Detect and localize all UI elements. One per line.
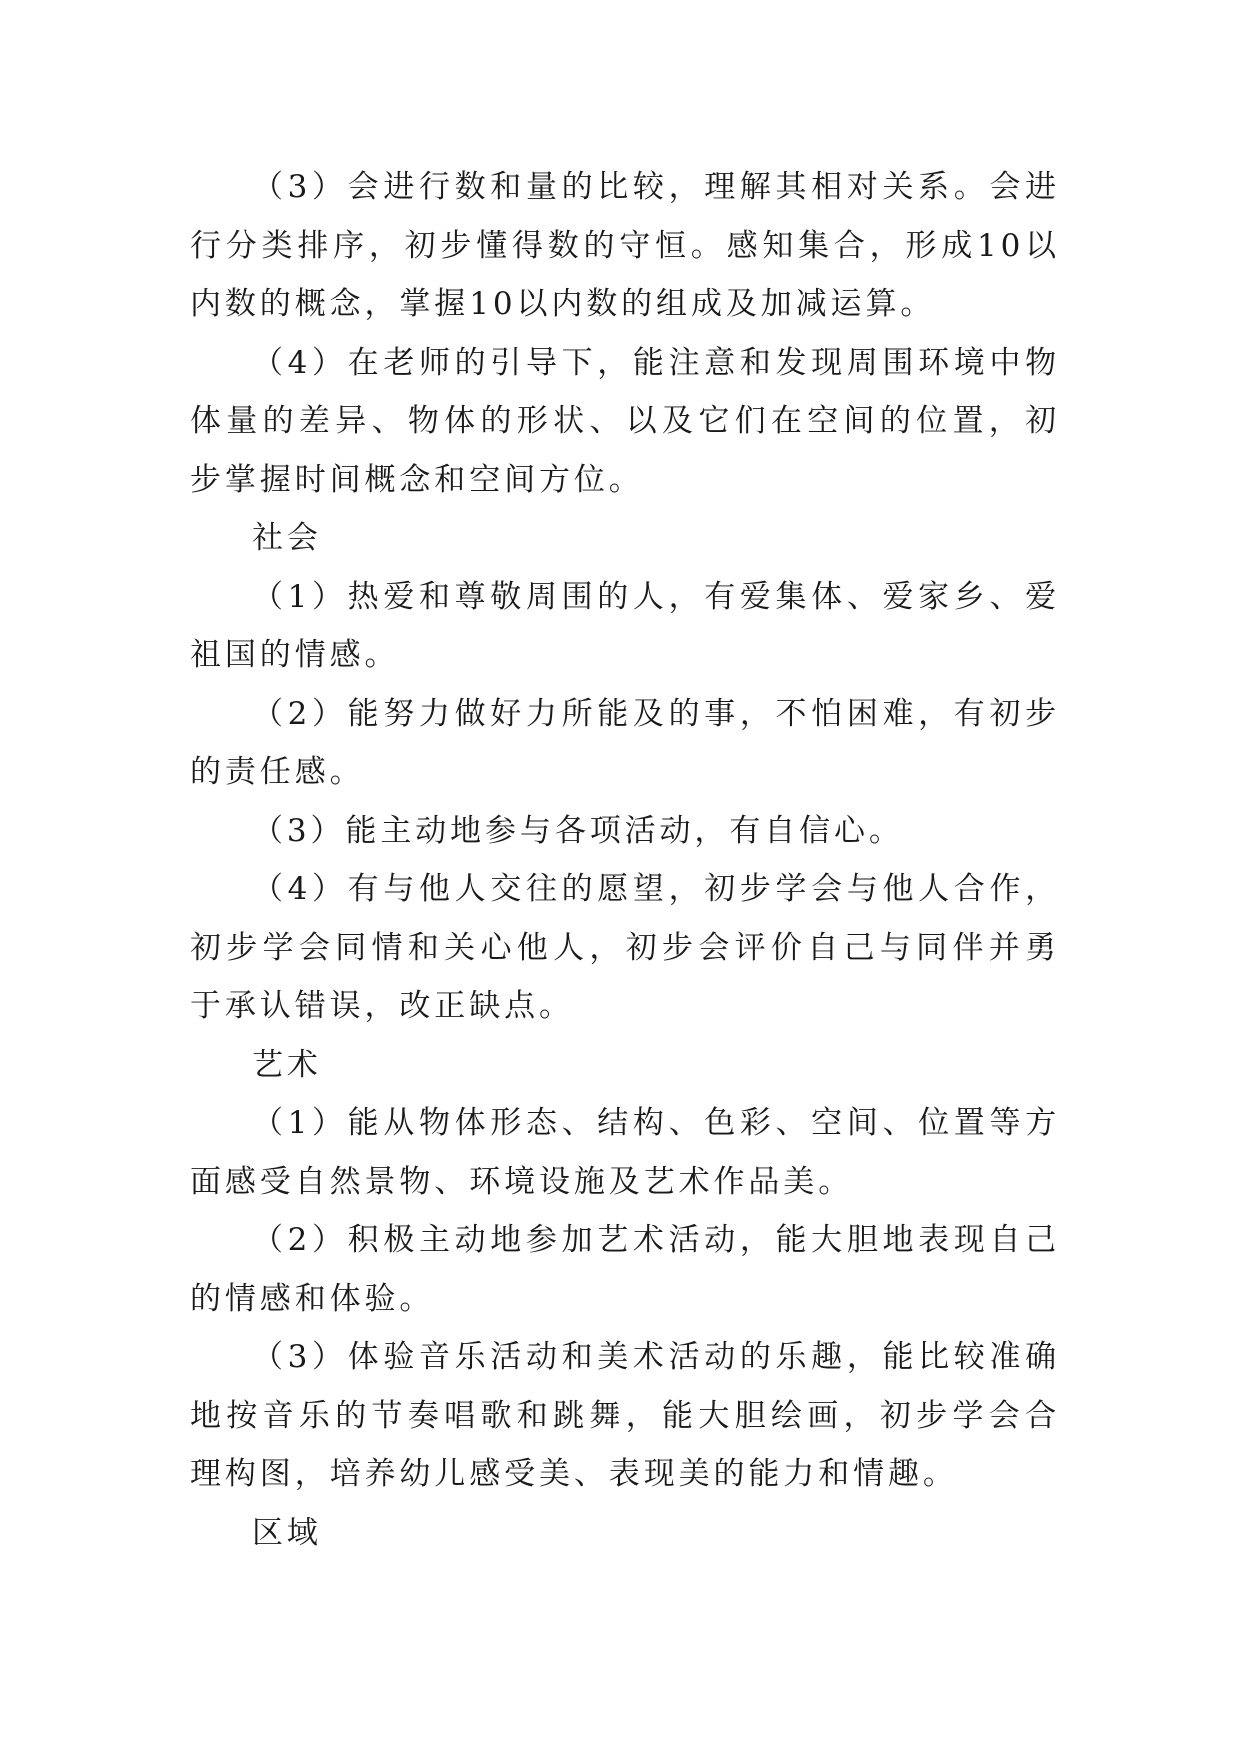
paragraph-art-2: （2）积极主动地参加艺术活动，能大胆地表现自己的情感和体验。	[190, 1222, 1060, 1317]
paragraph-society-4: （4）有与他人交往的愿望，初步学会与他人合作，初步学会同情和关心他人，初步会评价自己与同伴并勇于承认错误，改正缺点。	[190, 871, 1060, 1024]
paragraph-society-2: （2）能努力做好力所能及的事，不怕困难，有初步的责任感。	[190, 695, 1060, 790]
section-heading-art: 艺术	[252, 1046, 322, 1083]
paragraph-math-4: （4）在老师的引导下，能注意和发现周围环境中物体量的差异、物体的形状、以及它们在空间的位置，初步掌握时间概念和空间方位。	[190, 344, 1060, 498]
paragraph-society-1: （1）热爱和尊敬周围的人，有爱集体、爱家乡、爱祖国的情感。	[190, 578, 1060, 673]
section-heading-society: 社会	[252, 520, 322, 556]
document-body	[190, 158, 1060, 1562]
section-heading-region: 区域	[252, 1514, 322, 1551]
paragraph-math-3: （3）会进行数和量的比较，理解其相对关系。会进行分类排序，初步懂得数的守恒。感知集合，形成10以内数的概念，掌握10以内数的组成及加减运算。	[190, 169, 1060, 322]
paragraph-society-3: （3）能主动地参与各项活动，有自信心。	[252, 812, 904, 849]
paragraph-art-3: （3）体验音乐活动和美术活动的乐趣，能比较准确地按音乐的节奏唱歌和跳舞，能大胆绘画，初步学会合理构图，培养幼儿感受美、表现美的能力和情趣。	[190, 1339, 1060, 1492]
paragraph-art-1: （1）能从物体形态、结构、色彩、空间、位置等方面感受自然景物、环境设施及艺术作品美。	[190, 1105, 1060, 1200]
